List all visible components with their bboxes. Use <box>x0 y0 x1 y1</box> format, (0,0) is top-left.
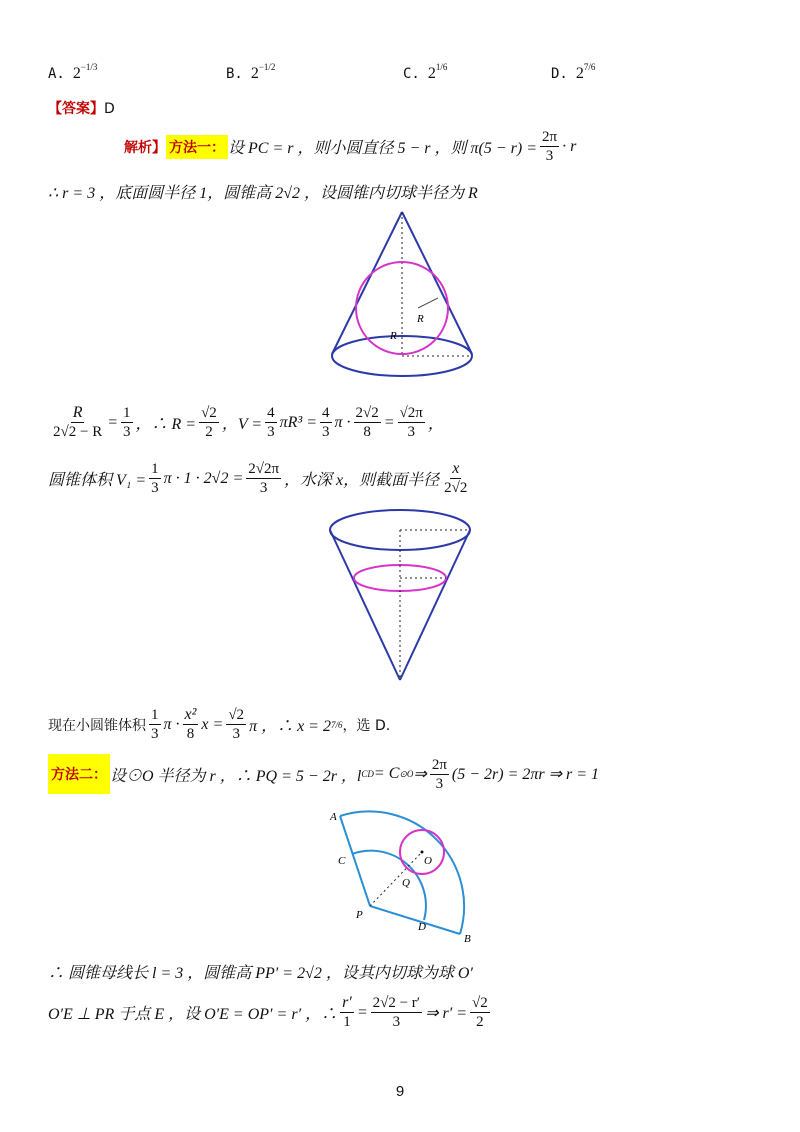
eq: = <box>107 413 118 431</box>
line3-pir: πR³ = <box>279 413 317 431</box>
option-d: D. $2^{7/6}$ <box>551 62 596 82</box>
line8-eq: = <box>356 1003 368 1021</box>
option-b: B. $2^{-1/2}$ <box>226 62 276 82</box>
frac-final: $\frac{√2}{2}$ <box>472 995 488 1030</box>
frac-one-third: $\frac{1}{3}$ <box>123 405 131 440</box>
frac-section-radius: $\frac{x}{2√2}$ <box>444 460 468 496</box>
method1-frac: $\frac{2\pi}{3}$ <box>542 129 558 164</box>
label-d: D <box>418 921 426 933</box>
label-a: A <box>330 811 337 823</box>
frac-2pi-3: $\frac{2\pi}{3}$ <box>431 756 447 792</box>
answer-value: D <box>104 101 115 117</box>
frac-r-ratio: $\frac{R}{2√2 - R}$ <box>53 404 103 440</box>
frac-2sqrt2-8: $\frac{2√2}{8}$ <box>355 405 379 440</box>
label-c: C <box>338 855 346 867</box>
method2-c: ⇒ <box>413 766 427 783</box>
frac-r-value: $\frac{√2}{2}$ <box>201 405 217 440</box>
frac-4-3: $\frac{4}{3}$ <box>267 405 275 440</box>
method1-label: 方法一： <box>166 135 228 159</box>
line-r3 <box>48 180 478 203</box>
method2-a: 设⊙O 半径为 r ，∴ PQ = 5 − 2r ，l <box>110 767 362 785</box>
line5-a: 现在小圆锥体积 <box>48 717 146 734</box>
method2-sub2: ⊙O <box>399 768 414 779</box>
frac-volume: $\frac{√2\pi}{3}$ <box>399 405 423 440</box>
method2-line <box>48 754 599 794</box>
sector-figure <box>320 806 490 946</box>
line8-a: O′E ⊥ PR 于点 E ，设 O′E = OP′ = r′ ，∴ <box>48 1006 338 1023</box>
line5-exp: 7/6 <box>330 719 343 730</box>
line5-d: π ，∴ x = 2 <box>249 718 331 735</box>
frac-1-3: $\frac{1}{3}$ <box>151 461 159 496</box>
eq2: = <box>383 413 395 431</box>
line-cone-volume <box>48 460 472 497</box>
method1-text: 设 PC = r ，则小圆直径 5 − r ，则 π(5 − r) = <box>228 140 537 157</box>
line3-v: ，V = <box>221 416 263 433</box>
frac-cone-vol: $\frac{2√2\pi}{3}$ <box>248 461 280 496</box>
line2-text: ∴ r = 3 ，底面圆半径 1，圆锥高 2√2 ，设圆锥内切球半径为 R <box>48 185 478 202</box>
cone-sphere-figure <box>320 206 480 386</box>
inverted-cone-figure <box>320 506 480 686</box>
method2-sub: CD <box>361 769 374 779</box>
frac-1-3-b: $\frac{1}{3}$ <box>151 707 159 742</box>
label-p: P <box>356 909 363 921</box>
line5-c: x = <box>201 715 224 733</box>
fig1-label-r-axis: R <box>390 330 397 342</box>
line-generatrix <box>48 960 473 983</box>
method2-b: = C <box>373 765 400 782</box>
line-small-cone <box>48 706 390 743</box>
line3-mid: ，∴ R = <box>135 416 197 433</box>
line4-c: ，水深 x，则截面半径 <box>284 472 440 489</box>
frac-r-1: $\frac{r'}{1}$ <box>342 994 352 1030</box>
line3-pi: π · <box>334 413 351 431</box>
frac-sqrt2-3: $\frac{√2}{3}$ <box>228 707 245 742</box>
page-number: 9 <box>395 1083 405 1100</box>
line3-end: ， <box>427 416 444 433</box>
method1-tail: · r <box>562 137 577 155</box>
fig1-label-r-side: R <box>417 313 424 325</box>
method1-line <box>124 128 576 165</box>
option-a: A. $2^{-1/3}$ <box>48 62 98 82</box>
line4-b: π · 1 · 2√2 = <box>163 469 244 487</box>
line4-a: 圆锥体积 V₁ = <box>48 472 147 489</box>
option-c: C. $2^{1/6}$ <box>403 62 448 82</box>
method2-d: (5 − 2r) = 2πr ⇒ r = 1 <box>451 766 600 783</box>
frac-x2-8: $\frac{\text{x²}}{8}$ <box>184 706 197 742</box>
line5-b: π · <box>163 715 180 733</box>
line7-text: ∴ 圆锥母线长 l = 3 ，圆锥高 PP′ = 2√2 ，设其内切球为球 O′ <box>48 965 473 982</box>
label-o: O <box>424 855 432 867</box>
frac-r-3: $\frac{2√2 - r'}{3}$ <box>372 995 421 1030</box>
analysis-prefix: 解析】 <box>124 139 166 156</box>
answer-line <box>48 98 115 118</box>
line-r-volume <box>48 404 444 441</box>
frac-4-3-b: $\frac{4}{3}$ <box>322 405 330 440</box>
line8-b: ⇒ r′ = <box>425 1004 468 1022</box>
label-q: Q <box>402 877 410 889</box>
line-final <box>48 994 493 1031</box>
method2-label: 方法二： <box>48 754 110 794</box>
label-b: B <box>464 933 471 945</box>
line5-e: ，选 D. <box>342 717 391 734</box>
answer-tag: 【答案】 <box>48 101 104 117</box>
